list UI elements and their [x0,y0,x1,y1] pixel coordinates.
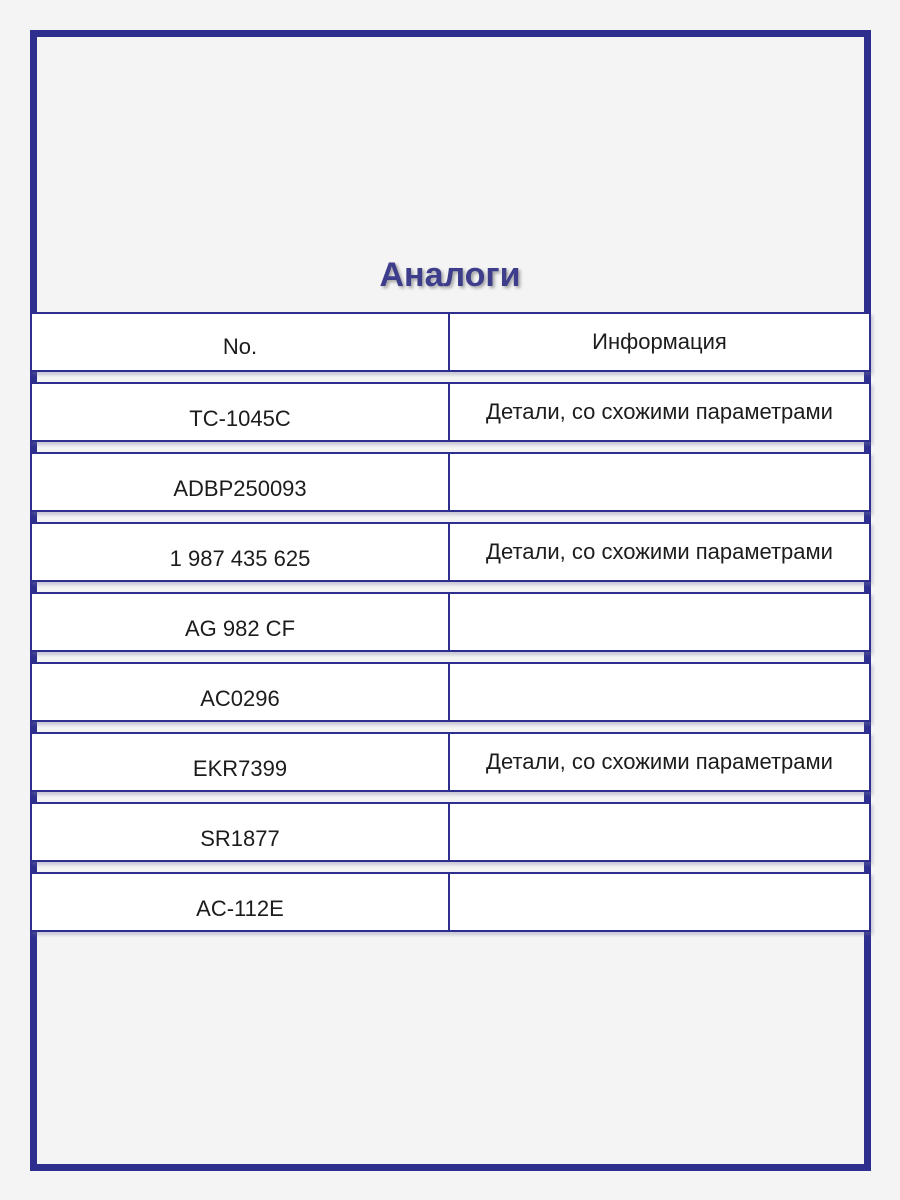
table-row [30,662,871,722]
info-cell [450,802,871,862]
table-row [30,522,871,582]
info-cell: Детали, со схожими параметрами [450,732,871,792]
part-number-cell: SR1877 [30,802,450,862]
part-number-cell: AC0296 [30,662,450,722]
info-cell [450,872,871,932]
table-row [30,732,871,792]
part-number-cell: EKR7399 [30,732,450,792]
info-cell: Детали, со схожими параметрами [450,382,871,442]
part-number-cell: AC-112E [30,872,450,932]
part-number-cell: AG 982 CF [30,592,450,652]
page-title: Аналоги [379,256,521,294]
table-row [30,872,871,932]
info-cell [450,452,871,512]
table-row [30,452,871,512]
part-number-cell: TC-1045C [30,382,450,442]
table-header-row [30,312,871,372]
column-header-info: Информация [450,312,871,372]
info-cell [450,662,871,722]
part-number-cell: ADBP250093 [30,452,450,512]
part-number-cell: 1 987 435 625 [30,522,450,582]
table-row [30,802,871,862]
column-header-no: No. [30,312,450,372]
info-cell: Детали, со схожими параметрами [450,522,871,582]
table-row [30,592,871,652]
info-cell [450,592,871,652]
table-row [30,382,871,442]
